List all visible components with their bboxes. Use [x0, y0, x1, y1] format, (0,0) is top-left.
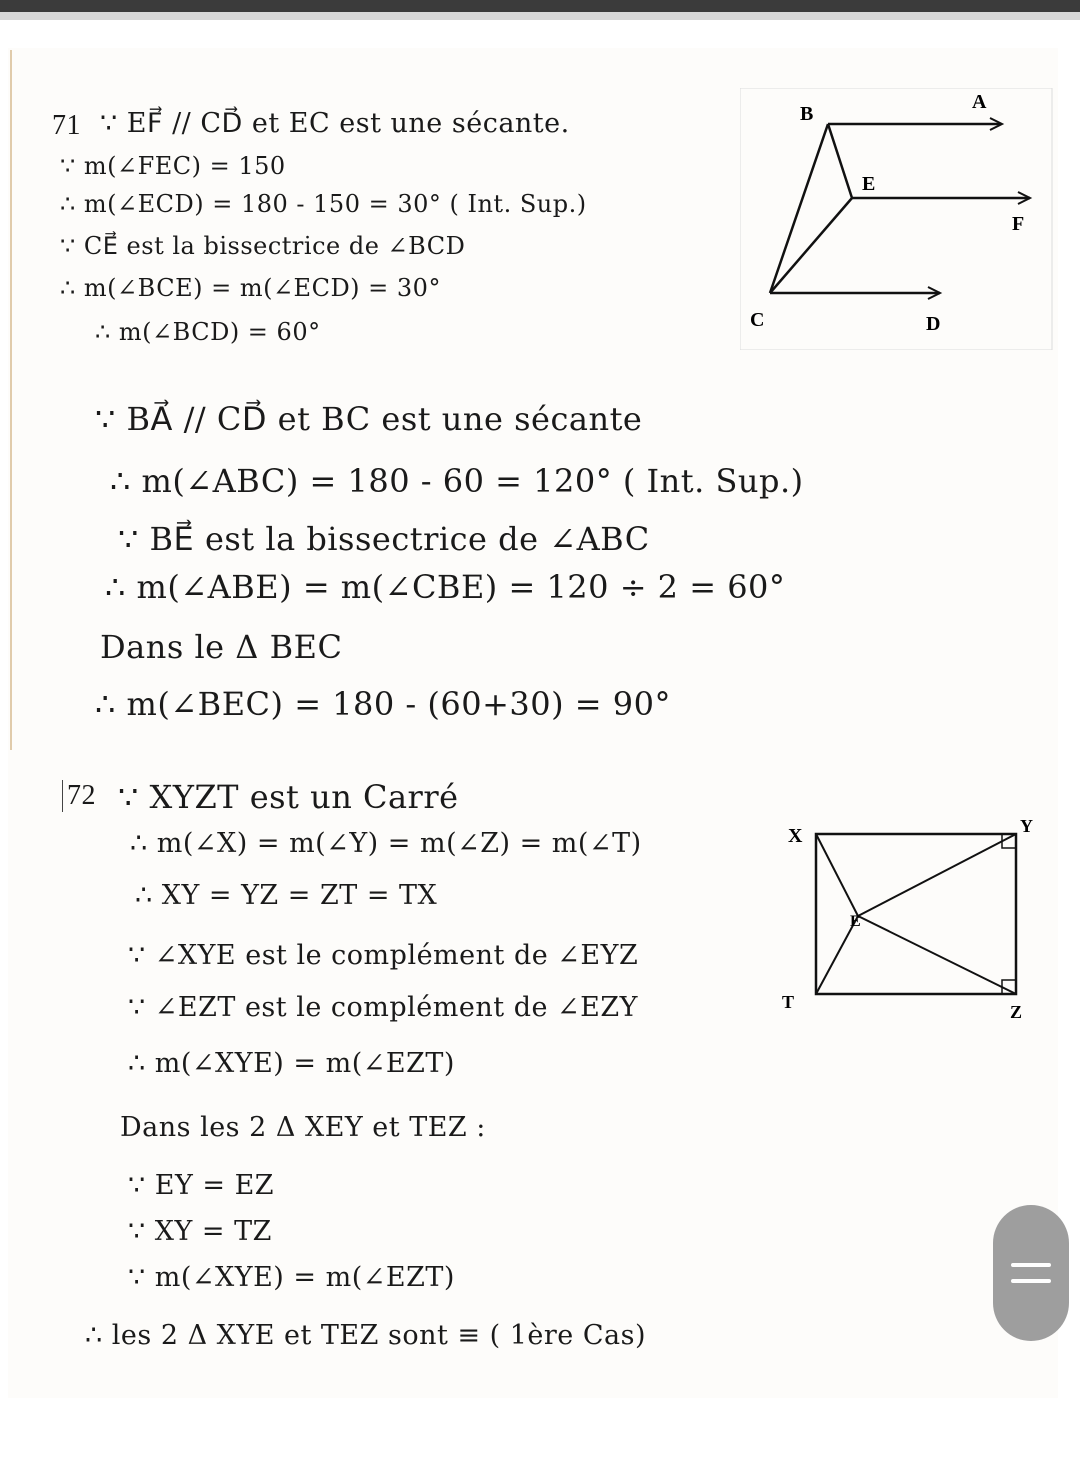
ex72-line-7: Dans les 2 Δ XEY et TEZ : — [120, 1112, 486, 1143]
ex72-line-10: ∵ m(∠XYE) = m(∠EZT) — [128, 1262, 455, 1293]
ex71-line-5: ∴ m(∠BCE) = m(∠ECD) = 30° — [60, 274, 441, 302]
figure-71 — [740, 88, 1060, 350]
ex72-line-9: ∵ XY = TZ — [128, 1216, 272, 1247]
label-Y: Y — [1020, 816, 1033, 836]
ex72-line-3: ∴ XY = YZ = ZT = TX — [135, 880, 438, 911]
ex71-line-9: ∵ BE⃗ est la bissectrice de ∠ABC — [118, 520, 650, 558]
label-F: F — [1012, 213, 1025, 235]
label-A: A — [972, 91, 987, 113]
segment-XE — [816, 834, 858, 916]
square-XYZT — [816, 834, 1016, 994]
figure-72 — [770, 812, 1040, 1032]
ex71-line-3: ∴ m(∠ECD) = 180 - 150 = 30° ( Int. Sup.) — [60, 190, 587, 218]
label-Z: Z — [1010, 1002, 1023, 1022]
ex72-line-4: ∵ ∠XYE est le complément de ∠EYZ — [128, 940, 639, 971]
ex72-line-5: ∵ ∠EZT est le complément de ∠EZY — [128, 992, 638, 1023]
ex71-line-2: ∵ m(∠FEC) = 150 — [60, 152, 286, 180]
ex72-line-2: ∴ m(∠X) = m(∠Y) = m(∠Z) = m(∠T) — [130, 828, 642, 859]
exercise-72-number: 72 — [62, 780, 96, 812]
ex71-line-8: ∴ m(∠ABC) = 180 - 60 = 120° ( Int. Sup.) — [110, 462, 804, 500]
label-D: D — [926, 313, 941, 335]
label-E72: E — [850, 913, 861, 930]
ex71-line-1: ∵ EF⃗ // CD⃗ et EC est une sécante. — [100, 108, 570, 139]
ex71-line-4: ∵ CE⃗ est la bissectrice de ∠BCD — [60, 232, 466, 260]
ex72-line-11: ∴ les 2 Δ XYE et TEZ sont ≡ ( 1ère Cas) — [85, 1320, 646, 1351]
label-T: T — [782, 992, 795, 1012]
ex71-line-6: ∴ m(∠BCD) = 60° — [95, 318, 321, 346]
ex71-line-11: Dans le Δ BEC — [100, 628, 343, 666]
label-X: X — [788, 825, 803, 847]
ex71-line-10: ∴ m(∠ABE) = m(∠CBE) = 120 ÷ 2 = 60° — [105, 568, 786, 606]
ex72-line-6: ∴ m(∠XYE) = m(∠EZT) — [128, 1048, 455, 1079]
status-bar-shadow — [0, 12, 1080, 20]
exercise-71-number: 71 — [52, 110, 81, 141]
ex71-line-12: ∴ m(∠BEC) = 180 - (60+30) = 90° — [95, 685, 671, 723]
segment-EZ — [858, 916, 1016, 994]
scroll-handle[interactable] — [993, 1205, 1069, 1341]
ex71-line-7: ∵ BA⃗ // CD⃗ et BC est une sécante — [95, 400, 643, 438]
status-bar — [0, 0, 1080, 12]
label-B: B — [800, 103, 814, 125]
ex72-line-8: ∵ EY = EZ — [128, 1170, 275, 1201]
label-C: C — [750, 309, 765, 331]
margin-line — [10, 50, 12, 750]
segment-EY — [858, 834, 1016, 916]
ex72-line-1: ∵ XYZT est un Carré — [118, 778, 459, 816]
label-E: E — [862, 173, 876, 195]
